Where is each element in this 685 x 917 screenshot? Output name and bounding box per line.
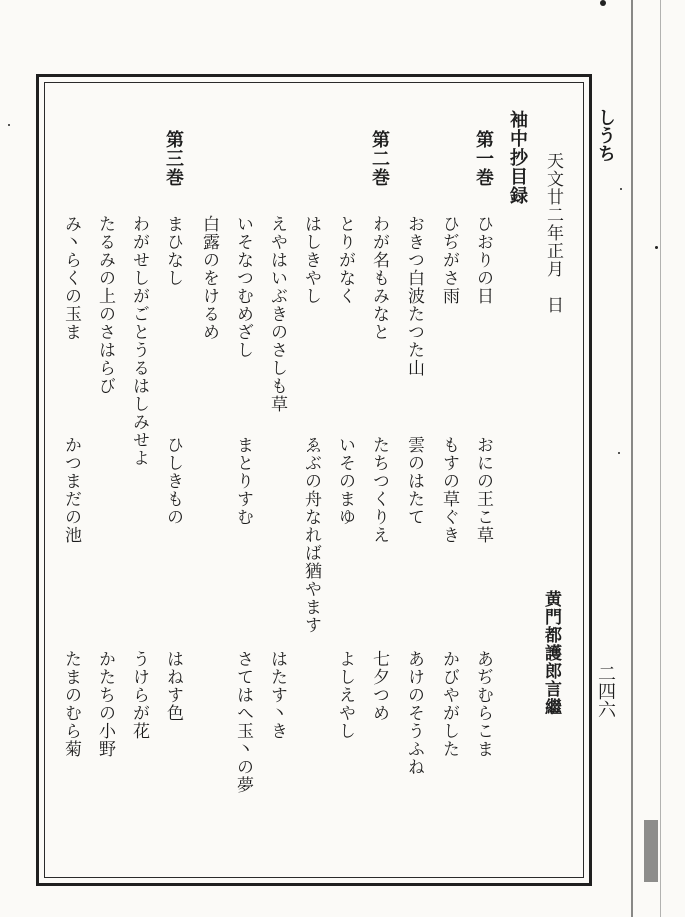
author-line: 黄門都護郎言繼 [541, 590, 561, 716]
toc-entry: ひぢがさ雨 [439, 215, 459, 305]
volume-1-label: 第一巻 [473, 130, 494, 187]
toc-entry: ひおりの日 [473, 215, 493, 305]
toc-entry: ゑぶの舟なれば猶やます [301, 436, 321, 634]
toc-entry: かびやがした [439, 650, 459, 758]
volume-3-label: 第三巻 [163, 130, 184, 187]
toc-entry: み丶らくの玉ま [61, 215, 81, 341]
toc-entry: さてはへ玉丶の夢 [233, 650, 253, 794]
toc-entry: あけのそうふね [404, 650, 424, 776]
scan-speck [618, 452, 620, 454]
scan-smudge [644, 820, 658, 882]
toc-entry: うけらが花 [129, 650, 149, 740]
toc-entry: まとりすむ [233, 436, 253, 526]
toc-entry: いそなつむめざし [233, 215, 253, 359]
page-number: 二四六 [595, 664, 616, 718]
toc-entry: かたちの小野 [95, 650, 115, 758]
toc-entry: もすの草ぐき [439, 436, 459, 544]
page-edge-rule [631, 0, 633, 917]
toc-entry: わがせしがごとうるはしみせよ [129, 215, 149, 467]
toc-entry: いそのまゆ [335, 436, 355, 526]
toc-entry: えやはいぶきのさしも草 [267, 215, 287, 413]
toc-entry: とりがなく [335, 215, 355, 305]
toc-entry: たちつくりえ [369, 436, 389, 544]
toc-entry: おきつ白波たつた山 [404, 215, 424, 377]
scan-speck [600, 0, 606, 6]
scan-speck [655, 246, 658, 249]
date-line: 天文廿二年正月 日 [543, 152, 563, 314]
scan-speck [620, 188, 622, 190]
toc-entry: 白露のをけるめ [199, 215, 219, 341]
running-title: しうち [595, 108, 616, 162]
toc-entry: かつまだの池 [61, 436, 81, 544]
toc-entry: はたす丶き [267, 650, 287, 740]
toc-entry: おにの王こ草 [473, 436, 493, 544]
toc-entry: よしえやし [335, 650, 355, 740]
toc-entry: まひなし [163, 215, 183, 287]
toc-title: 袖中抄目録 [507, 110, 528, 205]
toc-entry: たまのむら菊 [61, 650, 81, 758]
scan-speck [8, 124, 10, 126]
toc-entry: 七夕つめ [369, 650, 389, 722]
toc-entry: ひしきもの [163, 436, 183, 526]
toc-entry: わが名もみなと [369, 215, 389, 341]
toc-entry: 雲のはたて [404, 436, 424, 526]
toc-entry: あぢむらこま [473, 650, 493, 758]
toc-entry: はしきやし [301, 215, 321, 305]
page-edge-rule-outer [660, 0, 661, 917]
volume-2-label: 第二巻 [369, 130, 390, 187]
toc-entry: たるみの上のさはらび [95, 215, 115, 395]
toc-entry: はねす色 [163, 650, 183, 722]
